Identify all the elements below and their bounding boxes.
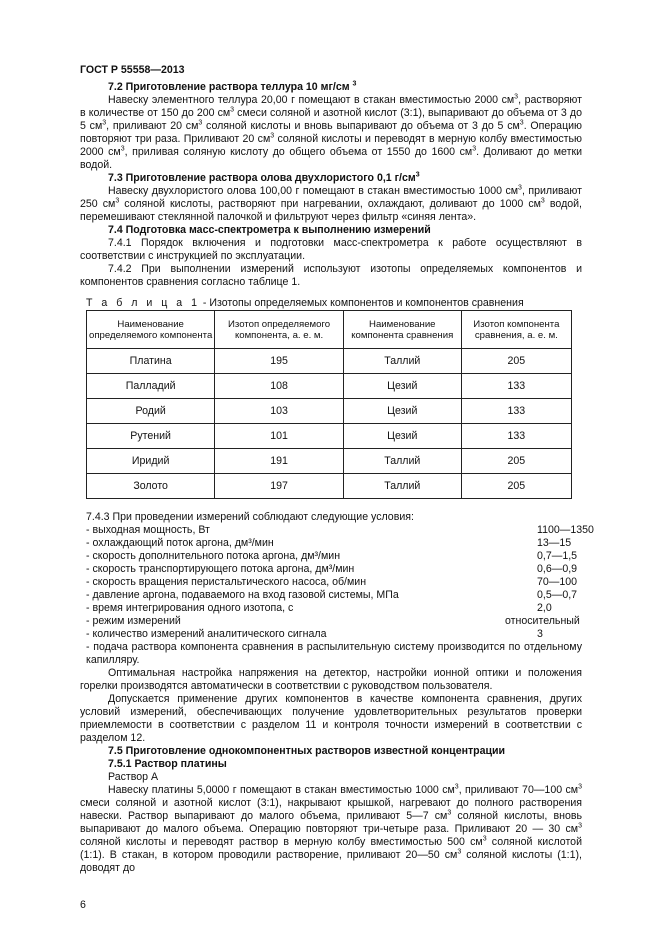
condition-label: - скорость транспортирующего потока аргона, дм³/мин xyxy=(86,563,355,575)
table-cell: Иридий xyxy=(87,449,215,474)
condition-item xyxy=(80,602,582,615)
condition-label: - выходная мощность, Вт xyxy=(86,524,210,536)
measurement-conditions xyxy=(80,511,594,875)
condition-label: - охлаждающий поток аргона, дм³/мин xyxy=(86,537,274,549)
feed-condition: - подача раствора компонента сравнения в распылительную систему производится по отдельному капилляру. xyxy=(86,641,582,666)
condition-label: - скорость дополнительного потока аргона, дм³/мин xyxy=(86,550,341,562)
column-header: Наименование определяемого компонента xyxy=(87,311,215,349)
table-cell: 103 xyxy=(215,399,344,424)
text-run: смеси соляной и азотной кислот (3:1), накрывают крышкой, нагревают до полного растворения навески. Раствор выпаривают до малого объема, приливают 5—7 см xyxy=(80,797,582,822)
text-run: соляной кислотой (1:1). В стакан, в котором проводили растворение, приливают 20—50 см xyxy=(80,836,582,861)
table-cell: 205 xyxy=(461,474,571,499)
table-cell: Рутений xyxy=(87,424,215,449)
text-run: . Доливают до метки водой. xyxy=(80,146,583,171)
table-cell: 133 xyxy=(461,424,571,449)
heading-7-3: 7.3 Приготовление раствора олова двухлористого 0,1 $г/см^3$ xyxy=(108,171,420,184)
table-row xyxy=(87,399,572,424)
text-run: соляной кислоты и переводят в мерную колбу вместимостью 2000 см xyxy=(80,133,583,158)
table-cell: 197 xyxy=(215,474,344,499)
condition-label: - скорость вращения перистальтического насоса, об/мин xyxy=(86,576,367,588)
superscript: 3 xyxy=(578,783,582,791)
paragraph-alternatives: Допускается применение других компонентов в качестве компонента сравнения, других условий измерений, обеспечивающих получение удовлетворительных результатов проверки приемлемости в соответствии с разделом 11 и контроля точности измерений в соответствии с разделом 12. xyxy=(80,693,582,744)
superscript: 3 xyxy=(519,119,524,127)
paragraph-optimal-settings: Оптимальная настройка напряжения на детектор, настройки ионной оптики и положения горелки производятся автоматически в соответствии с руководством пользователя. xyxy=(80,667,582,692)
text-run: соляной кислоты и вновь выпаривают до объема от 3 до 5 см xyxy=(202,120,520,132)
table-cell: 133 xyxy=(461,399,571,424)
condition-value: 0,6—0,9 xyxy=(537,563,578,575)
table-row xyxy=(87,424,572,449)
text-run: , приливают 20 см xyxy=(106,120,199,132)
condition-item xyxy=(80,550,582,563)
condition-item xyxy=(80,576,582,589)
condition-value: 13—15 xyxy=(537,537,572,549)
paragraph-7-2 xyxy=(80,94,582,172)
superscript: 3 xyxy=(454,783,459,791)
text-run: смеси соляной и азотной кислот (3:1), выпаривают до объема от 3 до 5 см xyxy=(80,107,582,132)
superscript: 3 xyxy=(457,848,462,856)
conditions-intro: 7.4.3 При проведении измерений соблюдают следующие условия: xyxy=(86,511,414,523)
table-cell: Золото xyxy=(87,474,215,499)
column-header: Изотоп компонента сравнения, а. е. м. xyxy=(461,311,571,349)
table-cell: Цезий xyxy=(343,374,461,399)
condition-item xyxy=(80,524,594,537)
superscript: 3 xyxy=(270,132,275,140)
paragraph-7-4-2: 7.4.2 При выполнении измерений используют изотопы определяемых компонентов и компонентов сравнения согласно таблице 1. xyxy=(80,263,582,288)
solution-label: Раствор А xyxy=(108,771,159,783)
table-cell: 191 xyxy=(215,449,344,474)
table-cell: Таллий xyxy=(343,449,461,474)
condition-label: - количество измерений аналитического сигнала xyxy=(86,628,327,640)
paragraph-7-3 xyxy=(80,185,582,224)
superscript: 3 xyxy=(578,822,582,830)
text-run: соляной кислоты и переводят раствор в мерную колбу вместимостью 500 см xyxy=(80,836,483,848)
table-cell: 108 xyxy=(215,374,344,399)
table-cell: Платина xyxy=(87,349,215,374)
table-cell: Таллий xyxy=(343,349,461,374)
table-cell: Цезий xyxy=(343,399,461,424)
page-number: 6 xyxy=(80,899,86,911)
text-run: Навеску элементного теллура 20,00 г помещают в стакан вместимостью 2000 см xyxy=(108,94,515,106)
table-row xyxy=(87,374,572,399)
table-caption: Т а б л и ц а 1 - Изотопы определяемых компонентов и компонентов сравнения xyxy=(86,297,524,309)
text-run: Навеску платины 5,0000 г помещают в стакан вместимостью 1000 см xyxy=(108,784,455,796)
table-cell: 195 xyxy=(215,349,344,374)
heading-7-2: 7.2 Приготовление раствора теллура 10 мг/см $^3$ xyxy=(108,80,357,93)
text-run: водой, перемешивают стеклянной палочкой и фильтруют через фильтр «синяя лента». xyxy=(80,198,582,223)
superscript: 3 xyxy=(540,197,545,205)
superscript: 3 xyxy=(102,119,107,127)
paragraph-7-4-1: 7.4.1 Порядок включения и подготовки масс-спектрометра к работе осуществляют в соответствии с инструкцией по эксплуатации. xyxy=(80,237,582,262)
condition-item xyxy=(80,563,582,576)
text-run: , приливают 250 см xyxy=(80,185,582,210)
heading-7-4: 7.4 Подготовка масс-спектрометра к выполнению измерений xyxy=(108,224,431,236)
condition-value: 0,5—0,7 xyxy=(537,589,578,601)
text-run: соляной кислоты (1:1), доводят до xyxy=(80,849,582,874)
condition-value: 3 xyxy=(537,628,543,640)
superscript: 3 xyxy=(198,119,203,127)
isotope-table xyxy=(86,310,572,499)
section-7-2 xyxy=(80,81,582,289)
text-run: , приливают 70—100 см xyxy=(458,784,579,796)
table-cell: Цезий xyxy=(343,424,461,449)
condition-label: - давление аргона, подаваемого на вход газовой системы, МПа xyxy=(86,589,399,601)
table-cell: 101 xyxy=(215,424,344,449)
superscript: 3 xyxy=(514,93,519,101)
table-row xyxy=(87,474,572,499)
condition-value: 0,7—1,5 xyxy=(537,550,578,562)
table-cell: 205 xyxy=(461,349,571,374)
text-run: . Операцию повторяют три раза. Приливают 20 см xyxy=(80,120,582,145)
condition-value: 2,0 xyxy=(537,602,552,614)
superscript: 3 xyxy=(518,184,522,192)
superscript: 3 xyxy=(447,809,452,817)
condition-value: 70—100 xyxy=(537,576,578,588)
text-run: соляной кислоты, вновь выпаривают до малого объема. Операцию повторяют три-четыре раза. Приливают 20 — 30 см xyxy=(80,810,582,835)
condition-label: - время интегрирования одного изотопа, с xyxy=(86,602,294,614)
superscript: 3 xyxy=(120,145,125,153)
condition-label: - режим измерений xyxy=(86,615,181,627)
condition-item xyxy=(80,615,582,628)
document-header: ГОСТ Р 55558—2013 xyxy=(80,64,185,76)
heading-7-5: 7.5 Приготовление однокомпонентных растворов известной концентрации xyxy=(108,745,506,757)
superscript: 3 xyxy=(230,106,235,114)
condition-item xyxy=(80,628,582,641)
table-cell: 133 xyxy=(461,374,571,399)
table-cell: Таллий xyxy=(343,474,461,499)
column-header: Изотоп определяемого компонента, а. е. м. xyxy=(215,311,344,349)
table-row xyxy=(87,449,572,474)
condition-value: относительный xyxy=(505,615,580,627)
text-run: , растворяют в количестве от 150 до 200 см xyxy=(80,94,582,119)
table-cell: Палладий xyxy=(87,374,215,399)
condition-value: 1100—1350 xyxy=(537,524,594,536)
table-row xyxy=(87,349,572,374)
table-cell: 205 xyxy=(461,449,571,474)
condition-item xyxy=(80,537,582,550)
superscript: 3 xyxy=(472,145,477,153)
paragraph-7-5-1 xyxy=(80,784,582,875)
condition-item xyxy=(80,589,582,602)
text-run: Навеску двухлористого олова 100,00 г помещают в стакан вместимостью 1000 см xyxy=(108,185,519,197)
column-header: Наименование компонента сравнения xyxy=(343,311,461,349)
superscript: 3 xyxy=(482,835,487,843)
table-cell: Родий xyxy=(87,399,215,424)
heading-7-5-1: 7.5.1 Раствор платины xyxy=(108,758,227,770)
superscript: 3 xyxy=(115,197,120,205)
text-run: соляной кислоты, растворяют при нагревании, охлаждают, доливают до 1000 см xyxy=(119,198,541,210)
text-run: , приливая соляную кислоту до общего объема от 1550 до 1600 см xyxy=(124,146,473,158)
